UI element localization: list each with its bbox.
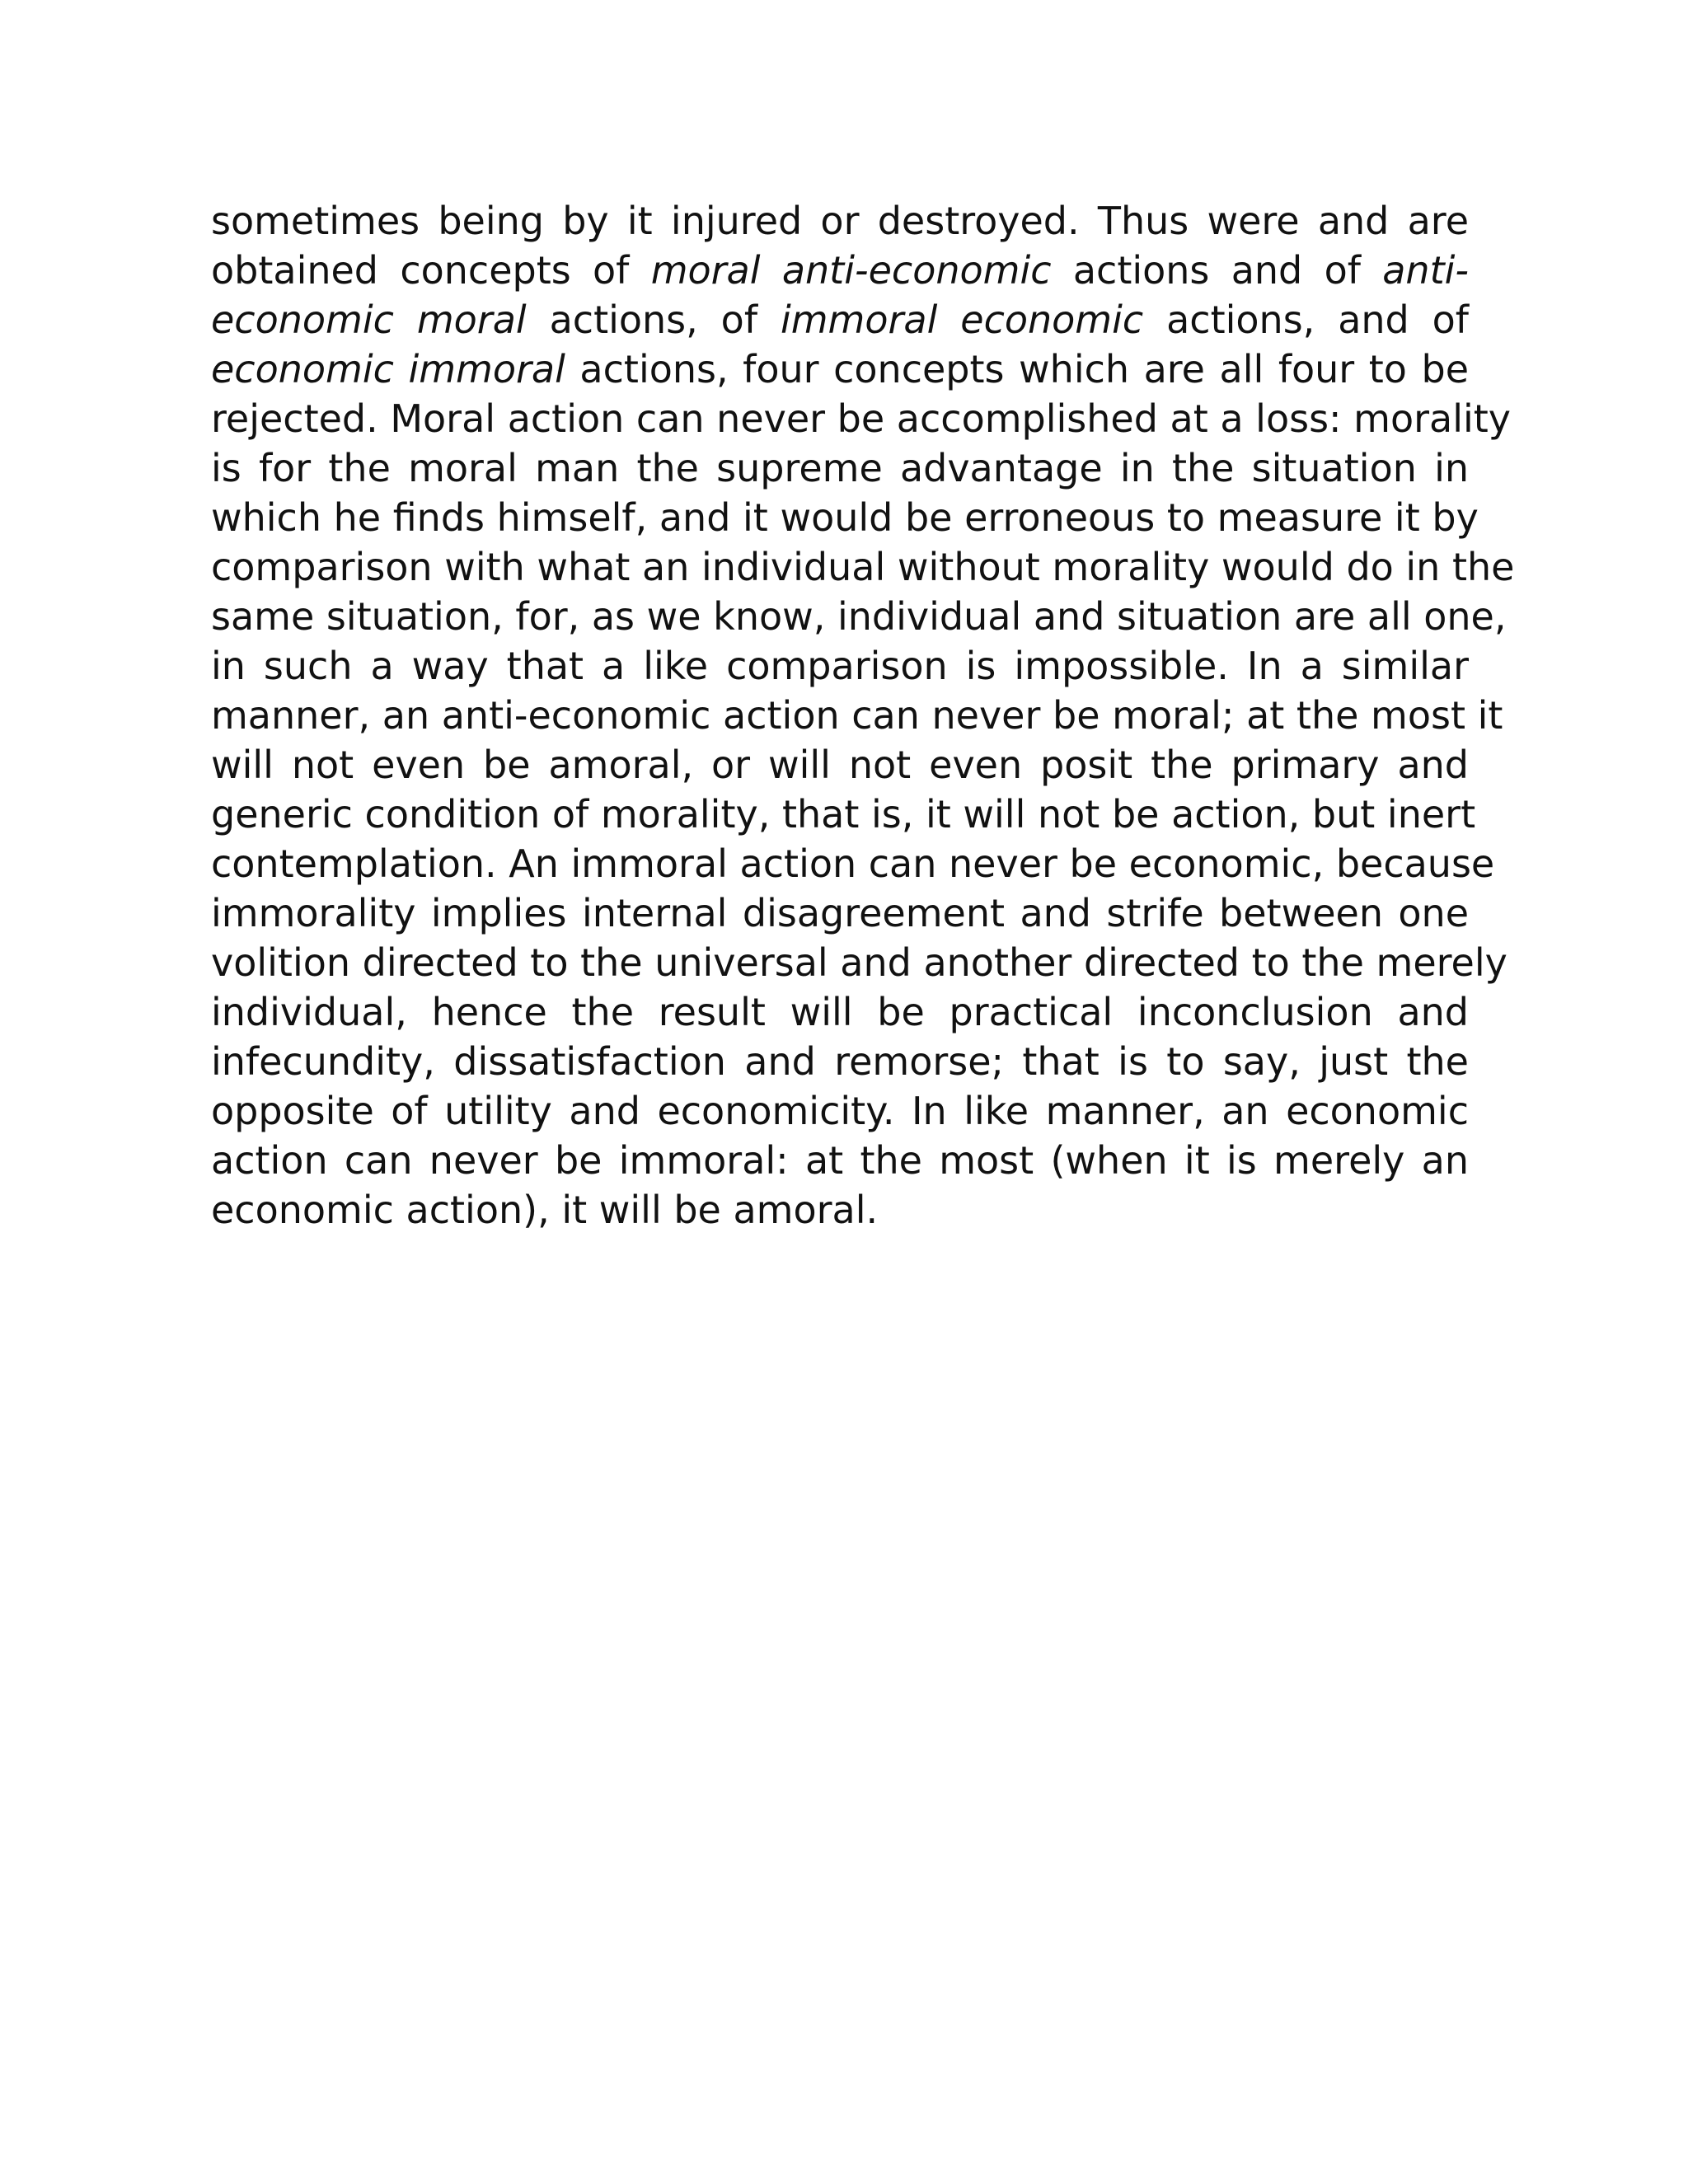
text-line — [211, 1185, 1469, 1235]
text-line — [211, 691, 1503, 740]
italic-text-segment: anti- — [1382, 248, 1469, 293]
text-line — [211, 394, 1512, 443]
text-line — [211, 295, 1469, 344]
text-segment: is for the moral man the supreme advantage in the situation in — [211, 446, 1469, 490]
text-segment: generic condition of morality, that is, it will not be action, but inert — [211, 792, 1476, 837]
text-segment: manner, an anti-economic action can never be moral; at the most it — [211, 693, 1503, 738]
text-segment: volition directed to the universal and another directed to the merely — [211, 940, 1507, 985]
text-line — [211, 888, 1469, 938]
text-segment: actions and of — [1051, 248, 1383, 293]
text-line — [211, 344, 1469, 394]
text-segment: sometimes being by it injured or destroyed. Thus were and are — [211, 199, 1469, 243]
text-line — [211, 938, 1507, 987]
text-segment: in such a way that a like comparison is impossible. In a similar — [211, 644, 1469, 688]
italic-text-segment: economic immoral — [211, 347, 565, 391]
text-line — [211, 641, 1469, 691]
text-line — [211, 443, 1469, 493]
text-segment: immorality implies internal disagreement and strife between one — [211, 891, 1469, 935]
text-segment: individual, hence the result will be practical inconclusion and — [211, 990, 1469, 1034]
text-segment: action can never be immoral: at the most (when it is merely an — [211, 1138, 1469, 1183]
text-line — [211, 1037, 1469, 1086]
text-segment: actions, four concepts which are all four to be — [565, 347, 1469, 391]
text-segment: will not even be amoral, or will not even posit the primary and — [211, 743, 1469, 787]
text-segment: comparison with what an individual without morality would do in the — [211, 545, 1515, 589]
text-segment: actions, of — [526, 298, 781, 342]
text-segment: opposite of utility and economicity. In like manner, an economic — [211, 1089, 1469, 1133]
italic-text-segment: immoral economic — [780, 298, 1144, 342]
text-line — [211, 839, 1495, 888]
text-segment: infecundity, dissatisfaction and remorse; that is to say, just the — [211, 1039, 1469, 1084]
text-line — [211, 493, 1479, 542]
text-line — [211, 542, 1515, 592]
text-line — [211, 196, 1469, 246]
text-segment: rejected. Moral action can never be accomplished at a loss: morality — [211, 396, 1512, 441]
text-segment: same situation, for, as we know, individual and situation are all one, — [211, 594, 1507, 639]
text-line — [211, 1136, 1469, 1185]
text-line — [211, 987, 1469, 1037]
italic-text-segment: moral anti-economic — [650, 248, 1052, 293]
text-segment: obtained concepts of — [211, 248, 651, 293]
text-line — [211, 1086, 1469, 1136]
text-line — [211, 740, 1469, 790]
text-segment: economic action), it will be amoral. — [211, 1188, 879, 1232]
italic-text-segment: economic moral — [211, 298, 527, 342]
text-segment: which he finds himself, and it would be erroneous to measure it by — [211, 495, 1479, 540]
text-line — [211, 592, 1507, 641]
body-paragraph — [211, 196, 1515, 1235]
text-segment: contemplation. An immoral action can never be economic, because — [211, 841, 1495, 886]
text-segment: actions, and of — [1143, 298, 1470, 342]
text-line — [211, 790, 1476, 839]
text-line — [211, 246, 1469, 295]
